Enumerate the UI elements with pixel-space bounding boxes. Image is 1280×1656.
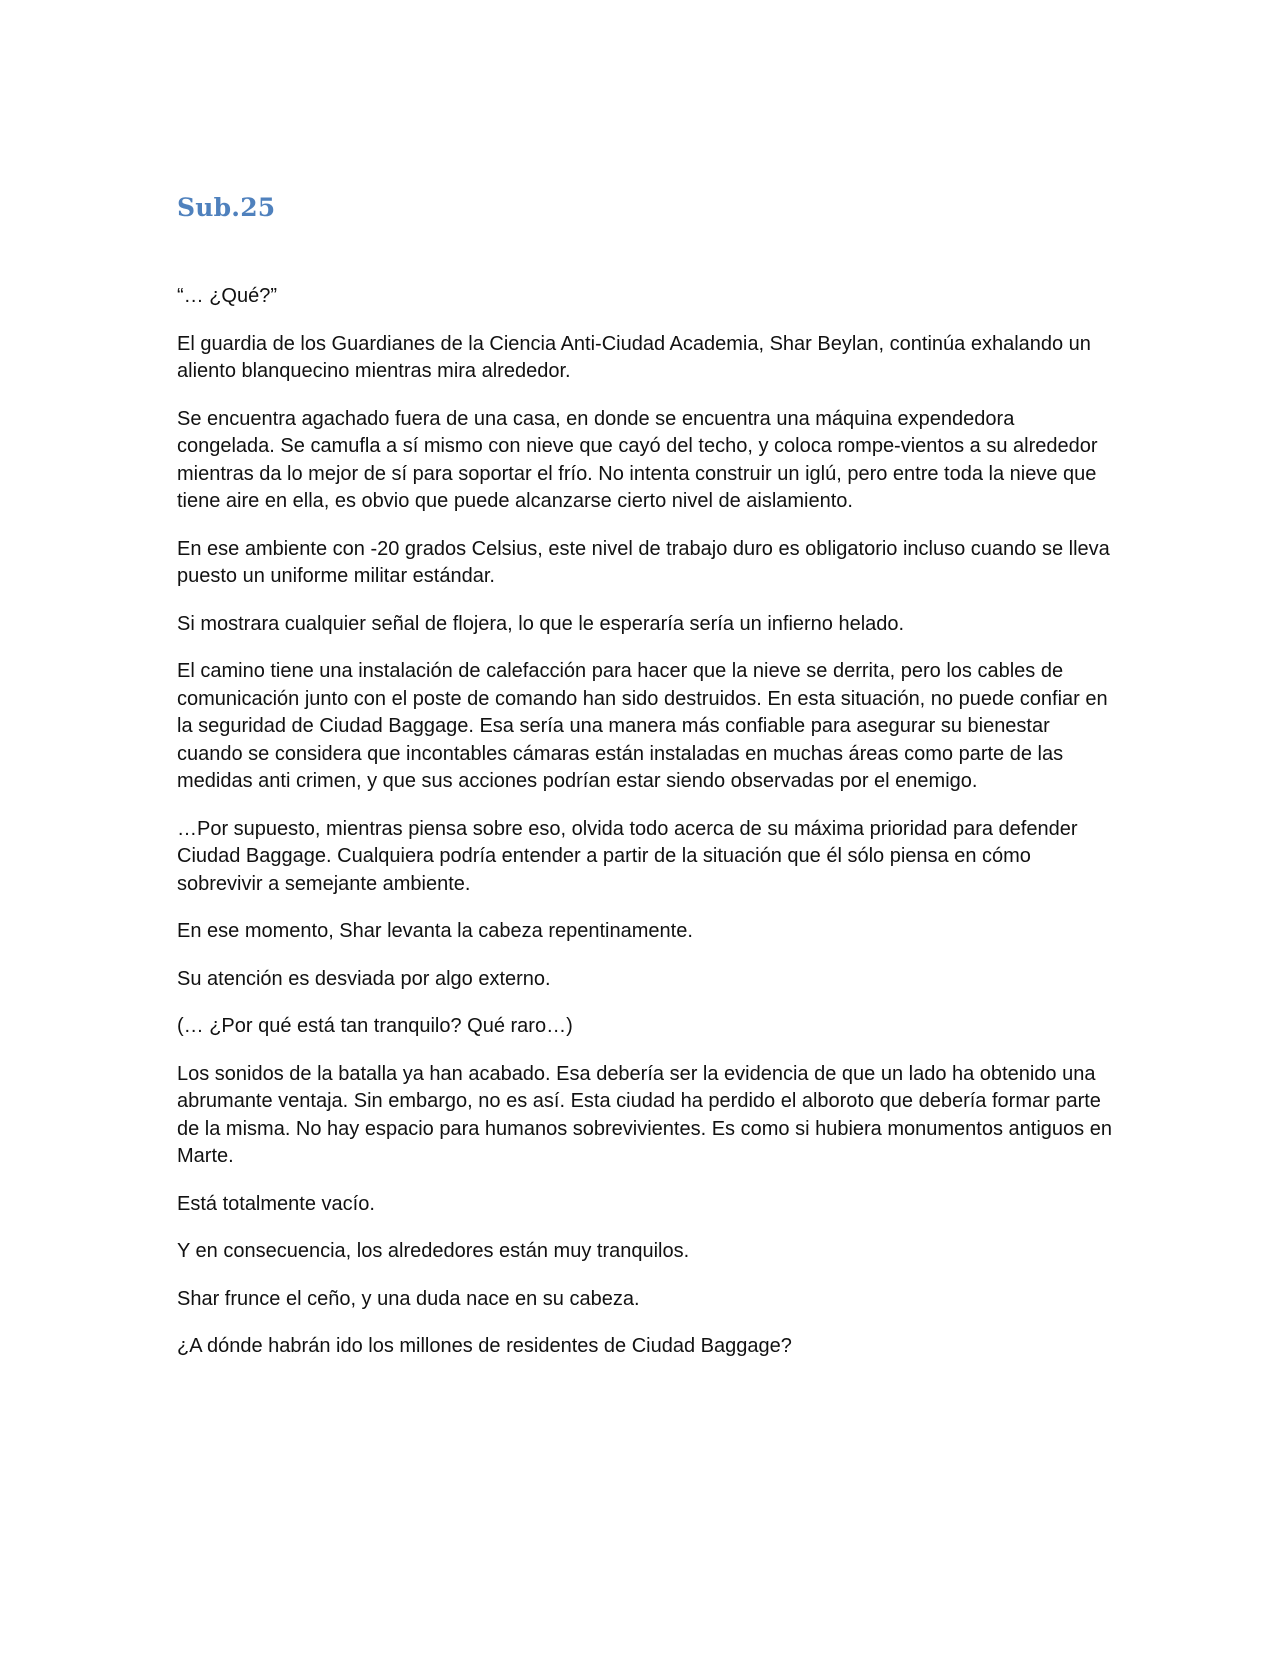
paragraph: Shar frunce el ceño, y una duda nace en su cabeza. [177,1287,640,1310]
paragraph: Y en consecuencia, los alrededores están muy tranquilos. [177,1240,690,1262]
chapter-heading: Sub.25 [177,193,276,222]
paragraph: En ese momento, Shar levanta la cabeza repentinamente. [177,920,693,942]
body-text [177,283,1117,1381]
paragraph: Los sonidos de la batalla ya han acabado. Esa debería ser la evidencia de que un lado ha obtenido una abrumante ventaja. Sin embargo, no es así. Esta ciudad ha perdido el alboroto que debería formar parte de la misma. No hay espacio para humanos sobrevivientes. Es como si hubiera monumentos antiguos en Marte. [177,1062,1112,1167]
paragraph: Está totalmente vacío. [177,1192,375,1215]
paragraph: El guardia de los Guardianes de la Ciencia Anti-Ciudad Academia, Shar Beylan, continúa exhalando un aliento blanquecino mientras mira alrededor. [177,332,1091,382]
paragraph: …Por supuesto, mientras piensa sobre eso, olvida todo acerca de su máxima prioridad para defender Ciudad Baggage. Cualquiera podría entender a partir de la situación que él sólo piensa en cómo sobrevivir a semejante ambiente. [177,817,1078,895]
paragraph: Su atención es desviada por algo externo. [177,967,551,990]
paragraph: (… ¿Por qué está tan tranquilo? Qué raro…) [177,1015,573,1037]
paragraph: “… ¿Qué?” [177,285,278,307]
paragraph: ¿A dónde habrán ido los millones de residentes de Ciudad Baggage? [177,1335,792,1357]
paragraph: En ese ambiente con -20 grados Celsius, este nivel de trabajo duro es obligatorio incluso cuando se lleva puesto un uniforme militar estándar. [177,537,1110,587]
paragraph: Se encuentra agachado fuera de una casa, en donde se encuentra una máquina expendedora congelada. Se camufla a sí mismo con nieve que cayó del techo, y coloca rompe-vientos a su alrededor mientras da lo mejor de sí para soportar el frío. No intenta construir un iglú, pero entre toda la nieve que tiene aire en ella, es obvio que puede alcanzarse cierto nivel de aislamiento. [177,407,1098,512]
paragraph: El camino tiene una instalación de calefacción para hacer que la nieve se derrita, pero los cables de comunicación junto con el poste de comando han sido destruidos. En esta situación, no puede confiar en la seguridad de Ciudad Baggage. Esa sería una manera más confiable para asegurar su bienestar cuando se considera que incontables cámaras están instaladas en muchas áreas como parte de las medidas anti crimen, y que sus acciones podrían estar siendo observadas por el enemigo. [177,660,1108,792]
paragraph: Si mostrara cualquier señal de flojera, lo que le esperaría sería un infierno helado. [177,612,905,635]
